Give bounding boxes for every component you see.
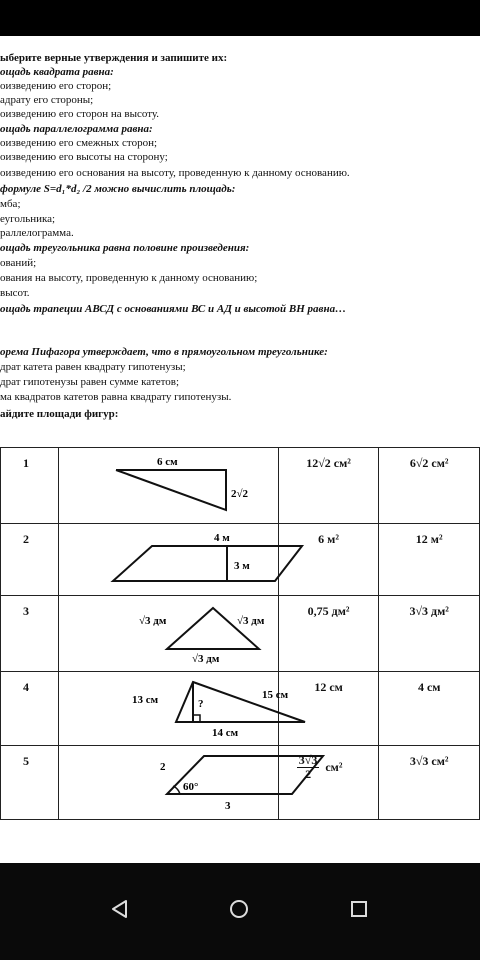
home-button[interactable] bbox=[219, 889, 259, 929]
figure-cell bbox=[58, 448, 278, 524]
side-label: 6 см bbox=[156, 456, 178, 468]
answer-cell[interactable] bbox=[278, 448, 379, 524]
recents-button[interactable] bbox=[339, 889, 379, 929]
document-page bbox=[0, 36, 480, 863]
task-line: ыберите верные утверждения и запишите их: bbox=[0, 52, 228, 64]
fraction-unit: см² bbox=[325, 760, 343, 774]
task-line: оизведению его высоты на сторону; bbox=[0, 151, 168, 163]
row-number-cell bbox=[1, 524, 59, 596]
task-line: формуле S=d₁*d₂ /2 можно вычислить площадь: bbox=[0, 183, 236, 195]
answer-option: 3√3 дм² bbox=[409, 604, 449, 618]
answer-cell[interactable] bbox=[379, 746, 480, 820]
answer-option: 12√2 см² bbox=[306, 456, 351, 470]
fraction-numerator: 3√3 bbox=[298, 753, 318, 767]
right-triangle-figure bbox=[59, 448, 278, 518]
status-bar bbox=[0, 0, 480, 36]
answer-option: 0,75 дм² bbox=[307, 604, 350, 618]
task-line: ощадь квадрата равна: bbox=[0, 66, 114, 78]
side-label: √3 дм bbox=[236, 615, 265, 627]
row-number: 1 bbox=[23, 456, 29, 470]
task-line: ма квадратов катетов равна квадрату гипотенузы. bbox=[0, 391, 232, 403]
answer-cell[interactable] bbox=[278, 524, 379, 596]
side-label: 14 см bbox=[211, 727, 238, 739]
figure-cell bbox=[58, 524, 278, 596]
table-row bbox=[1, 746, 480, 820]
triangle-height-figure bbox=[59, 672, 288, 740]
task-line: айдите площади фигур: bbox=[0, 408, 119, 420]
answer-option: 12 м² bbox=[415, 532, 443, 546]
table-row bbox=[1, 672, 480, 746]
task-line: мба; bbox=[0, 198, 21, 210]
answer-cell[interactable] bbox=[379, 596, 480, 672]
side-label: √3 дм bbox=[191, 653, 220, 665]
equilateral-triangle-figure bbox=[59, 596, 278, 666]
side-label: 15 см bbox=[261, 689, 288, 701]
task-line: ований; bbox=[0, 257, 37, 269]
table-row bbox=[1, 524, 480, 596]
answer-cell[interactable] bbox=[379, 672, 480, 746]
side-label: 4 м bbox=[213, 532, 230, 544]
angle-label: 60° bbox=[182, 781, 199, 793]
figure-cell bbox=[58, 746, 278, 820]
table-row bbox=[1, 596, 480, 672]
row-number-cell bbox=[1, 746, 59, 820]
task-line: драт гипотенузы равен сумме катетов; bbox=[0, 376, 180, 388]
row-number-cell bbox=[1, 672, 59, 746]
task-line: еугольника; bbox=[0, 213, 56, 225]
task-line: ощадь трапеции АВСД с основаниями ВС и АД и высотой ВН равна… bbox=[0, 303, 347, 315]
navigation-bar bbox=[0, 863, 480, 960]
answer-option: 4 см bbox=[417, 680, 441, 694]
row-number-cell bbox=[1, 448, 59, 524]
task-line: оизведению его сторон на высоту. bbox=[0, 108, 160, 120]
task-line: раллелограмма. bbox=[0, 227, 74, 239]
unknown-height-label: ? bbox=[197, 698, 204, 710]
parallelogram-angle-figure bbox=[59, 746, 278, 814]
answer-cell[interactable] bbox=[379, 524, 480, 596]
table-row bbox=[1, 448, 480, 524]
answer-cell[interactable] bbox=[278, 672, 379, 746]
height-label: 3 м bbox=[233, 560, 250, 572]
home-icon bbox=[228, 898, 250, 920]
answer-option: 6 м² bbox=[318, 532, 339, 546]
side-label: 3 bbox=[224, 800, 231, 812]
recents-icon bbox=[348, 898, 370, 920]
task-line: ощадь параллелограмма равна: bbox=[0, 123, 153, 135]
side-label: 2√2 bbox=[230, 488, 248, 500]
figures-table bbox=[0, 447, 480, 820]
back-icon bbox=[109, 898, 131, 920]
back-button[interactable] bbox=[100, 889, 140, 929]
figure-cell bbox=[58, 596, 278, 672]
fraction-denominator: 2 bbox=[305, 767, 312, 781]
side-label: √3 дм bbox=[138, 615, 167, 627]
task-line: адрату его стороны; bbox=[0, 94, 94, 106]
parallelogram-figure bbox=[59, 524, 278, 590]
side-label: 13 см bbox=[131, 694, 158, 706]
task-line: драт катета равен квадрату гипотенузы; bbox=[0, 361, 186, 373]
task-line: оизведению его сторон; bbox=[0, 80, 112, 92]
task-line: оизведению его основания на высоту, проведенную к данному основанию. bbox=[0, 167, 350, 179]
task-line: оизведению его смежных сторон; bbox=[0, 137, 158, 149]
answer-option: 3√3 см² bbox=[409, 754, 449, 768]
answer-option: 6√2 см² bbox=[409, 456, 449, 470]
task-line: орема Пифагора утверждает, что в прямоугольном треугольнике: bbox=[0, 346, 328, 358]
answer-cell[interactable] bbox=[278, 746, 379, 820]
task-line: ощадь треугольника равна половине произведения: bbox=[0, 242, 250, 254]
answer-cell[interactable] bbox=[379, 448, 480, 524]
task-line: ования на высоту, проведенную к данному основанию; bbox=[0, 272, 258, 284]
row-number: 4 bbox=[23, 680, 29, 694]
answer-option bbox=[297, 754, 343, 781]
row-number: 5 bbox=[23, 754, 29, 768]
row-number-cell bbox=[1, 596, 59, 672]
row-number: 3 bbox=[23, 604, 29, 618]
side-label: 2 bbox=[159, 761, 166, 773]
figure-cell bbox=[58, 672, 288, 746]
answer-cell[interactable] bbox=[278, 596, 379, 672]
answer-option: 12 см bbox=[314, 680, 343, 694]
task-line: высот. bbox=[0, 287, 30, 299]
row-number: 2 bbox=[23, 532, 29, 546]
